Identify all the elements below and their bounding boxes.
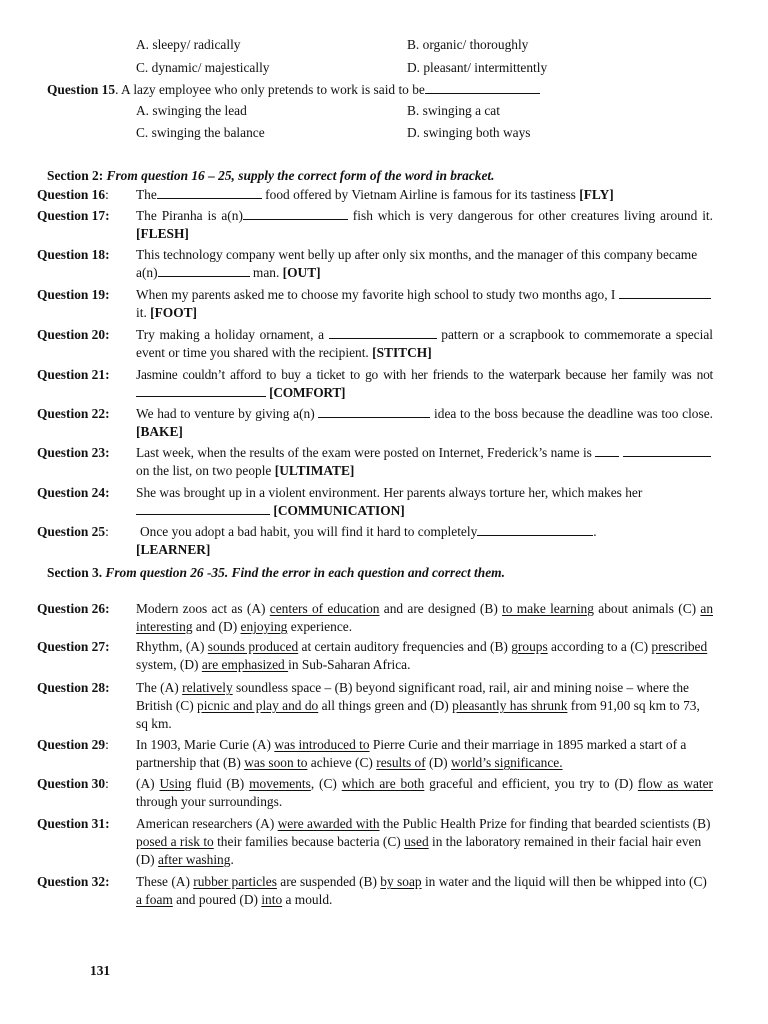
section-2-heading [47,167,495,185]
question-27: Question 27: Rhythm, (A) sounds produced at certain auditory frequencies and (B) groups according to a (C) prescribed system, (D) are emphasized in Sub-Saharan Africa. [37,639,708,672]
underlined-option-d: flow as water [637,776,714,791]
answer-blank [318,405,430,418]
underlined-option-a: was introduced to [274,737,370,752]
answer-blank [136,384,266,397]
question-label: Question 26: [37,601,110,616]
underlined-option-a: centers of education [269,601,380,616]
underlined-option-a: relatively [182,680,233,695]
underlined-option-d: enjoying [240,619,288,634]
question-label: Question 29: [37,737,109,752]
underlined-option-d: world’s significance. [451,755,563,770]
q15-option-b: B. swinging a cat [407,103,500,118]
underlined-option-c: prescribed [651,639,708,654]
bracket-word: [STITCH] [372,345,432,360]
question-label: Question 30: [37,776,109,791]
question-label: Question 16: [37,187,109,202]
answer-blank [136,502,270,515]
question-25 [37,523,713,559]
question-text: The Piranha is a(n) [136,208,243,223]
underlined-option-b: was soon to [244,755,308,770]
answer-blank [425,81,540,94]
underlined-option-c: results of [376,755,426,770]
underlined-option-c: picnic and play and do [197,698,319,713]
bracket-word: [COMFORT] [269,385,346,400]
section-instruction: From question 16 – 25, supply the correct form of the word in bracket. [106,168,495,183]
question-text: Last week, when the results of the exam were posted on Internet, Frederick’s name is [136,445,596,460]
underlined-option-b: movements [249,776,311,791]
section-label: Section 3. [47,565,103,580]
question-label: Question 17: [37,208,110,223]
underlined-option-b: groups [511,639,548,654]
question-text: idea to the boss because the deadline was too close. [430,406,713,421]
underlined-option-a: Using [159,776,192,791]
question-text: food offered by Vietnam Airline is famous for its tastiness [261,187,580,202]
underlined-option-d: pleasantly has shrunk [452,698,568,713]
question-32: Question 32: These (A) rubber particles are suspended (B) by soap in water and the liquid will then be whipped into (C) a foam and poured (D) into a mould. [37,874,707,907]
q14-option-d: D. pleasant/ intermittently [407,60,548,75]
q14-option-a: A. sleepy/ radically [136,37,241,52]
section-label: Section 2: [47,168,104,183]
question-text: pattern or a scrapbook to commemorate a special event or time you shared with the recipient. [136,327,713,360]
underlined-option-b: by soap [380,874,422,889]
question-31: Question 31: American researchers (A) were awarded with the Public Health Prize for finding that bearded scientists (B) posed a risk to their families because bacteria (C) used in the laboratory remained in their facial hair even (D) after washing. [37,816,711,867]
answer-blank [595,444,619,457]
question-text: The [136,187,157,202]
answer-blank [623,444,711,457]
question-text: on the list, on two people [136,463,275,478]
q14-option-b: B. organic/ thoroughly [407,37,529,52]
bracket-word: [FOOT] [150,305,198,320]
underlined-option-a: sounds produced [207,639,299,654]
q15-option-a: A. swinging the lead [136,103,247,118]
question-text: We had to venture by giving a(n) [136,406,319,421]
underlined-option-a: rubber particles [193,874,277,889]
question-label: Question 22: [37,406,110,421]
q15-option-c: C. swinging the balance [136,125,265,140]
question-text: it. [136,305,151,320]
question-label: Question 32: [37,874,110,889]
underlined-option-d: after washing [157,852,231,867]
question-label: Question 31: [37,816,110,831]
question-24 [37,484,713,520]
answer-blank [243,207,348,220]
question-26: Question 26: Modern zoos act as (A) centers of education and are designed (B) to make learning about animals (C) an interesting and (D) enjoying experience. [37,601,714,634]
underlined-option-c: used [404,834,429,849]
underlined-option-d: are emphasized [201,657,289,672]
question-22 [37,405,713,441]
answer-blank [477,523,593,536]
question-label: Question 27: [37,639,110,654]
underlined-option-c: an interesting [136,601,714,634]
question-label: Question 25: [37,524,109,539]
answer-blank [329,326,437,339]
bracket-word: [OUT] [282,265,321,280]
question-text: Try making a holiday ornament, a [136,327,329,342]
question-text: . A lazy employee who only pretends to work is said to be [115,82,425,97]
question-28: Question 28: The (A) relatively soundless space – (B) beyond significant road, rail, air and mining noise – where the British (C) picnic and play and do all things green and (D) pleasantly has shrunk from 91,00 sq km to 73, sq km. [37,680,700,731]
answer-blank [619,286,711,299]
underlined-option-a: were awarded with [277,816,380,831]
bracket-word: [FLESH] [136,226,189,241]
question-19 [37,286,713,322]
q15-option-d: D. swinging both ways [407,125,531,140]
underlined-option-b: posed a risk to [136,834,214,849]
answer-blank [158,264,250,277]
question-text: man. [249,265,283,280]
question-text: When my parents asked me to choose my favorite high school to study two months ago, I [136,287,619,302]
question-label: Question 19: [37,287,110,302]
question-label: Question 18: [37,247,110,262]
question-30: Question 30: (A) Using fluid (B) movements, (C) which are both graceful and efficient, you try to (D) flow as water through your surroundings. [37,776,714,809]
question-text: This technology company went belly up after only six months, and the manager of this company became a(n) [136,247,698,280]
section-3-heading [47,564,505,582]
bracket-word: [FLY] [579,187,614,202]
underlined-option-b: to make learning [502,601,594,616]
question-18 [37,246,713,282]
bracket-word: [BAKE] [136,424,183,439]
section-instruction: From question 26 -35. Find the error in each question and correct them. [105,565,505,580]
question-text: She was brought up in a violent environment. Her parents always torture her, which makes her [136,485,643,500]
underlined-option-c: which are both [341,776,425,791]
question-text: Jasmine couldn’t afford to buy a ticket to go with her friends to the waterpark because her family was not [136,367,713,382]
underlined-option-d: into [261,892,283,907]
underlined-option-c: a foam [136,892,173,907]
question-29: Question 29: In 1903, Marie Curie (A) was introduced to Pierre Curie and their marriage in 1895 marked a start of a partnership that (B) was soon to achieve (C) results of (D) world’s significance. [37,737,687,770]
question-21 [37,366,713,402]
question-20 [37,326,713,362]
question-label: Question 24: [37,485,110,500]
bracket-word: [ULTIMATE] [274,463,355,478]
bracket-word: [COMMUNICATION] [273,503,405,518]
question-16 [37,186,713,204]
question-15 [47,81,540,98]
question-text: fish which is very dangerous for other creatures living around it. [347,208,713,223]
question-23 [37,444,713,480]
question-text: . [593,524,597,539]
question-label: Question 21: [37,367,110,382]
q14-option-c: C. dynamic/ majestically [136,60,270,75]
bracket-word: [LEARNER] [136,542,211,557]
question-label: Question 23: [37,445,110,460]
question-17 [37,207,713,243]
question-label: Question 20: [37,327,110,342]
question-label: Question 15 [47,82,116,97]
answer-blank [157,186,262,199]
question-label: Question 28: [37,680,110,695]
question-text: Once you adopt a bad habit, you will find it hard to completely [140,524,478,539]
page-number: 131 [90,963,111,978]
